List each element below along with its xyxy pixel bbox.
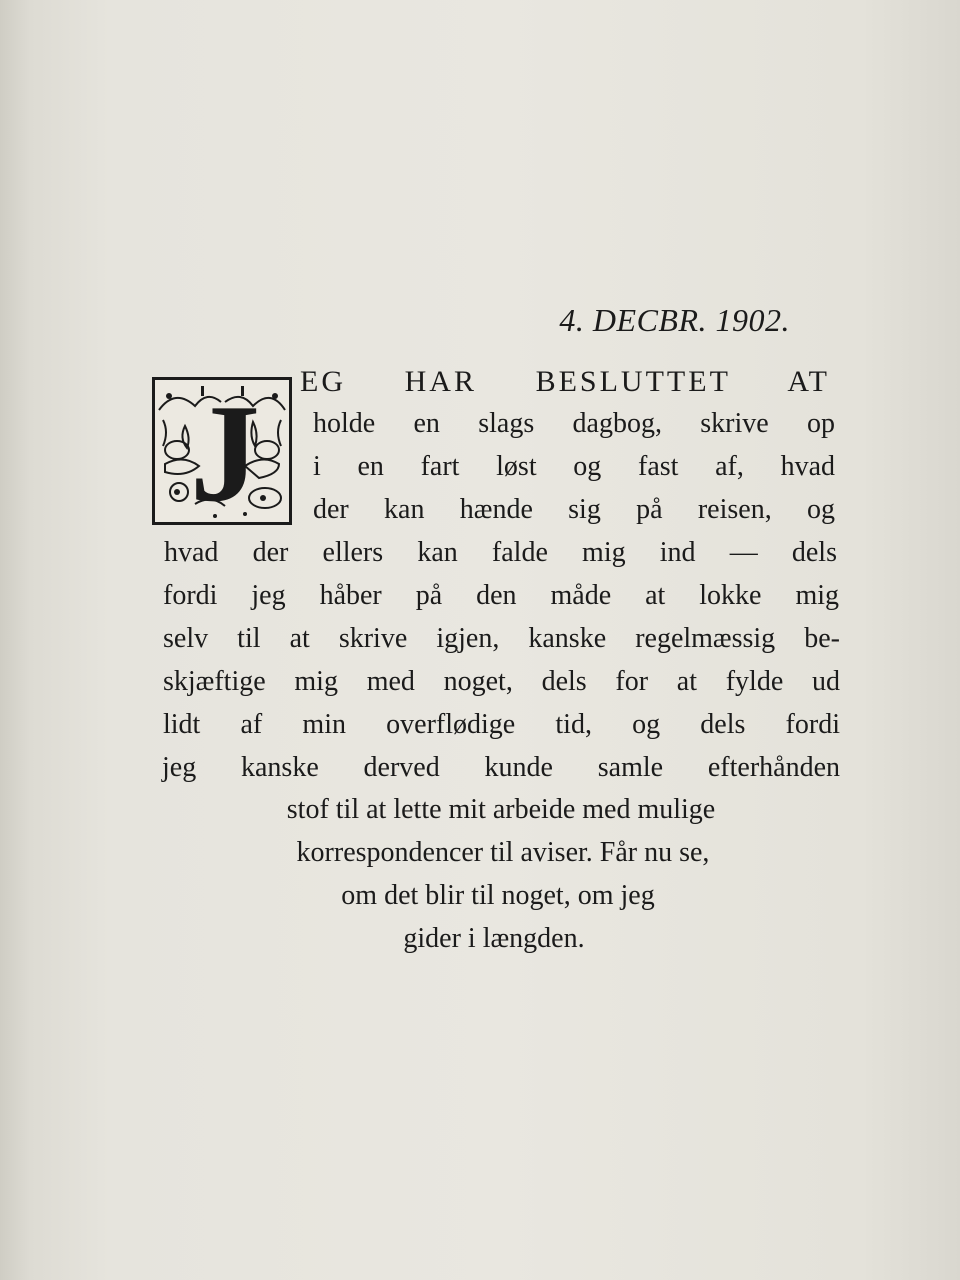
text-line-10: jeg kanske derved kunde samle efterhånden: [162, 752, 840, 783]
text-line-7: selv til at skrive igjen, kanske regelmæssig be-: [163, 623, 840, 654]
text-line-12: korrespondencer til aviser. Får nu se,: [296, 837, 710, 868]
text-line-6: fordi jeg håber på den måde at lokke mig: [163, 580, 839, 611]
text-line-9: lidt af min overflødige tid, og dels fordi: [163, 709, 840, 740]
decorative-initial: [152, 377, 292, 525]
text-line-13: om det blir til noget, om jeg: [341, 880, 655, 911]
diary-date-heading: 4. DECBR. 1902.: [559, 302, 790, 338]
text-line-5: hvad der ellers kan falde mig ind — dels: [164, 537, 837, 568]
text-line-2: holde en slags dagbog, skrive op: [313, 408, 835, 439]
ornament-illustration-icon: [155, 380, 289, 522]
initial-letter: J: [190, 380, 260, 522]
text-line-14: gider i længden.: [403, 923, 585, 954]
text-line-1: EG HAR BESLUTTET AT: [300, 365, 830, 398]
text-line-11: stof til at lette mit arbeide med mulige: [286, 794, 716, 825]
text-line-3: i en fart løst og fast af, hvad: [313, 451, 835, 482]
text-line-8: skjæftige mig med noget, dels for at fylde ud: [163, 666, 840, 697]
text-line-4: der kan hænde sig på reisen, og: [313, 494, 835, 525]
